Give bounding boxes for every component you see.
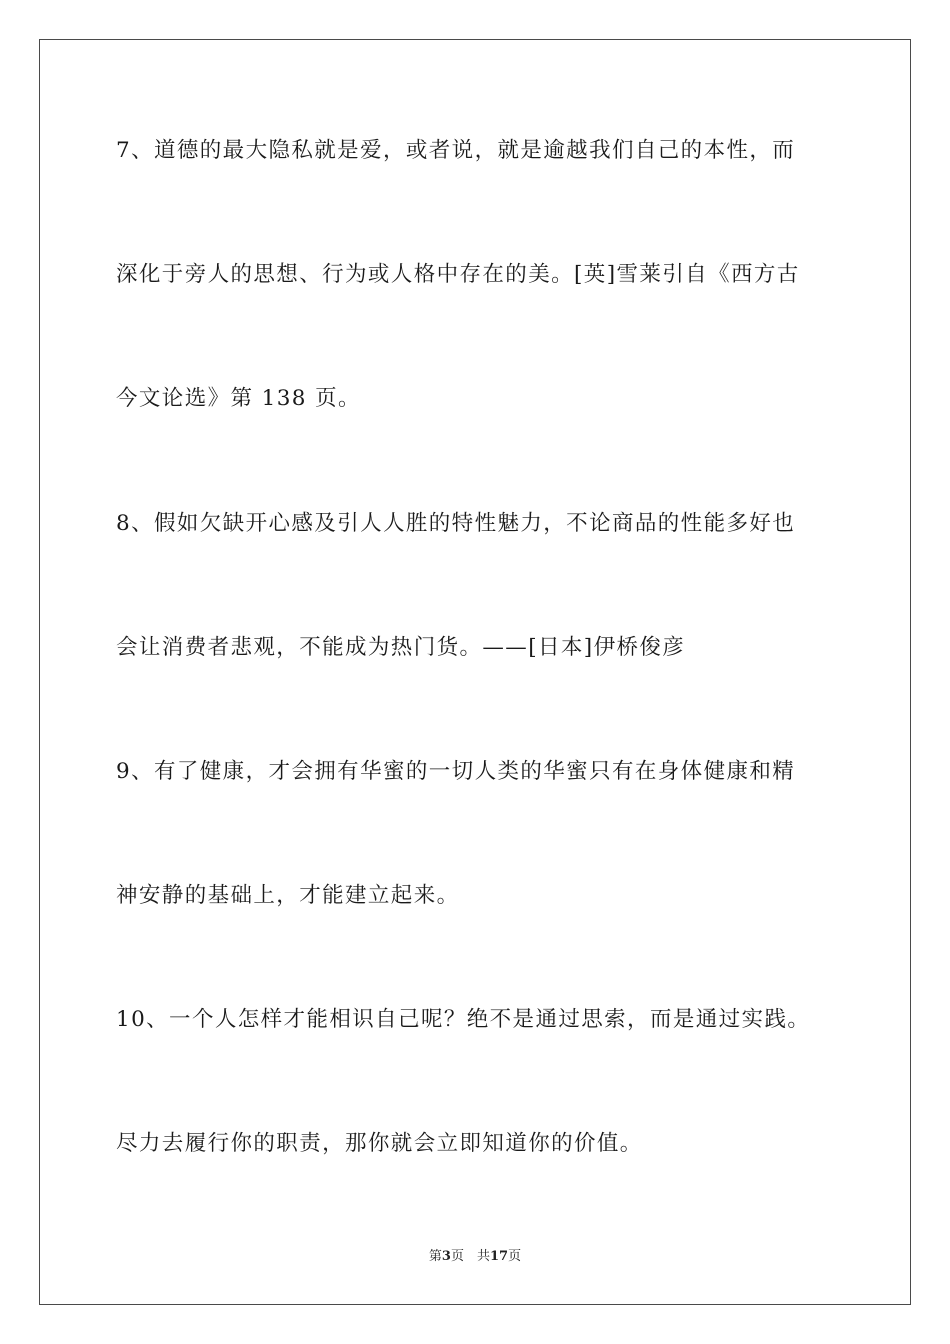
footer-mid: 页 共 [450, 1249, 490, 1264]
text-line-2: 深化于旁人的思想、行为或人格中存在的美。[英]雪莱引自《西方古 [116, 262, 800, 287]
text-line-7: 神安静的基础上，才能建立起来。 [116, 883, 460, 908]
text-line-9: 尽力去履行你的职责，那你就会立即知道你的价值。 [116, 1131, 643, 1156]
text-line-8: 10、一个人怎样才能相识自己呢？绝不是通过思索，而是通过实践。 [116, 1007, 811, 1032]
footer-suffix: 页 [508, 1249, 522, 1264]
text-line-6: 9、有了健康，才会拥有华蜜的一切人类的华蜜只有在身体健康和精 [116, 759, 796, 784]
text-line-4: 8、假如欠缺开心感及引人人胜的特性魅力，不论商品的性能多好也 [116, 511, 796, 536]
text-line-1: 7、道德的最大隐私就是爱，或者说，就是逾越我们自己的本性，而 [116, 138, 796, 163]
text-line-3: 今文论选》第 138 页。 [116, 386, 361, 411]
page-border [39, 39, 911, 1305]
footer-total-pages: 17 [489, 1249, 509, 1264]
text-line-5: 会让消费者悲观，不能成为热门货。——[日本]伊桥俊彦 [116, 635, 686, 660]
footer-current-page: 3 [441, 1249, 451, 1264]
footer-prefix: 第 [428, 1249, 442, 1264]
page-footer [0, 1248, 950, 1266]
